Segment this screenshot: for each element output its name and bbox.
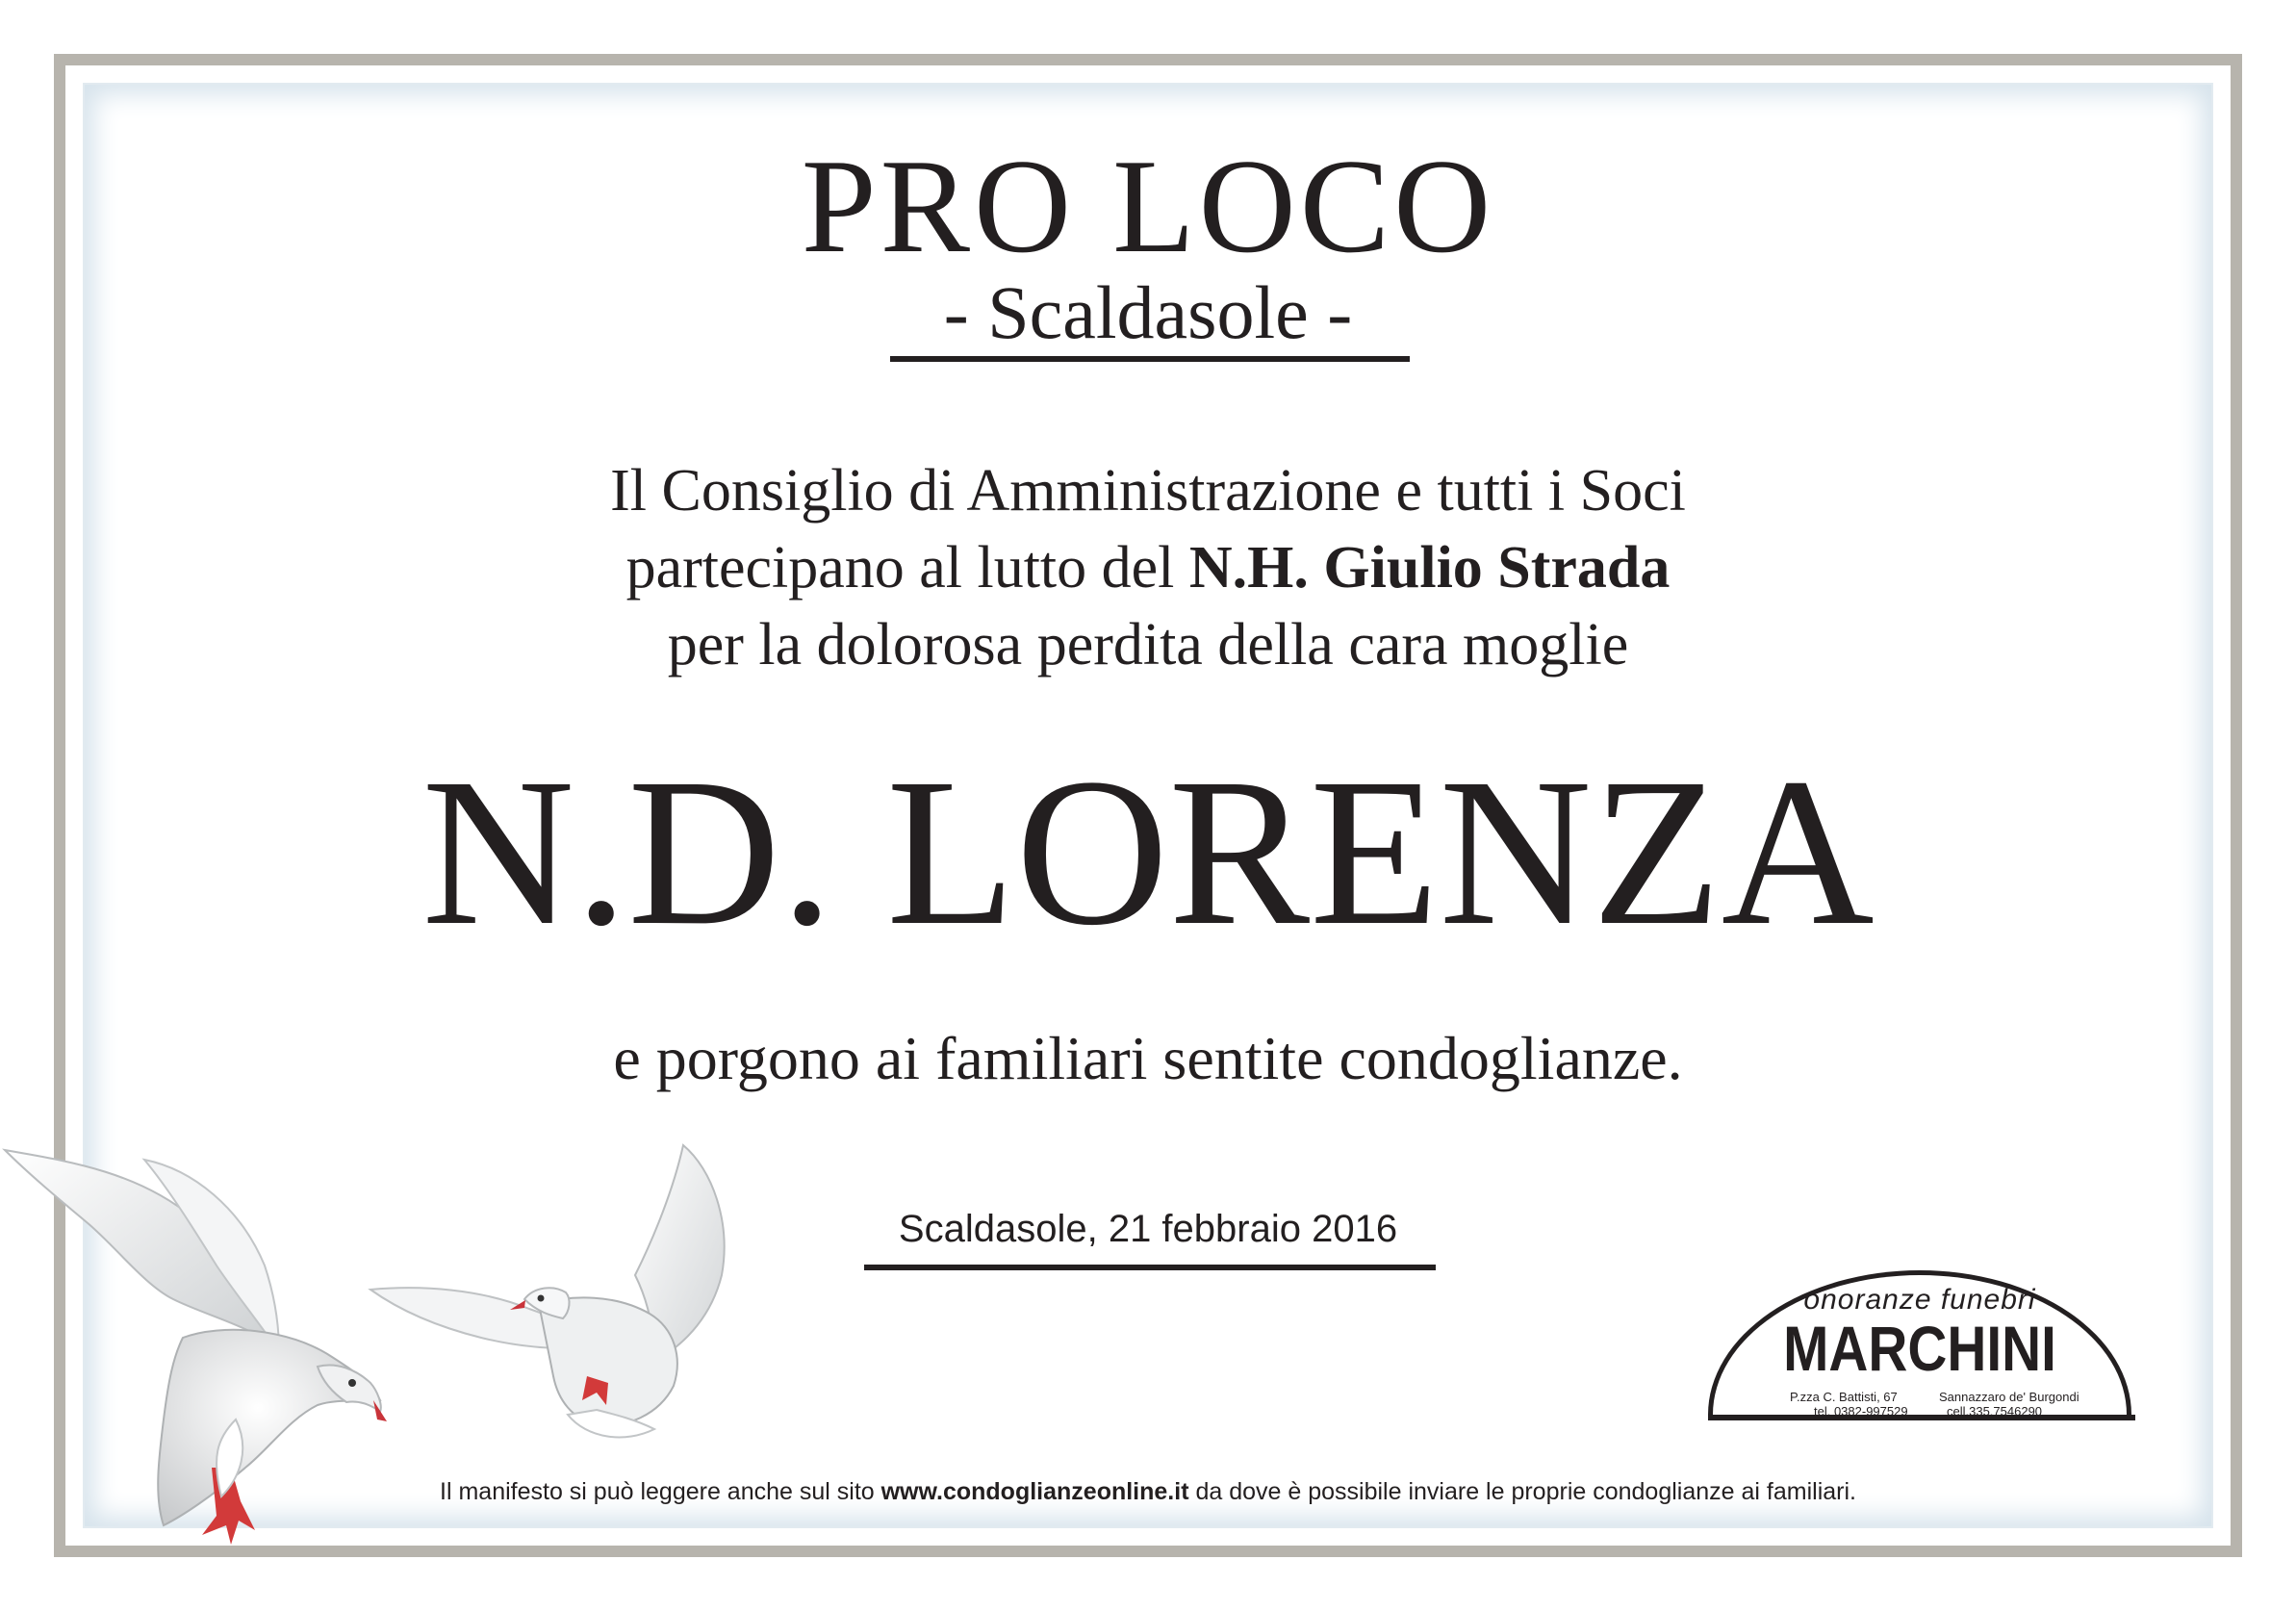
website-link[interactable]: www.condoglianzeonline.it — [880, 1478, 1189, 1505]
date-underline — [864, 1265, 1436, 1270]
announcement-text — [0, 452, 2296, 683]
funeral-home-logo — [1708, 1270, 2139, 1426]
logo-baseline — [1708, 1415, 2135, 1420]
footer-text-suffix: da dove è possibile inviare le proprie condoglianze ai familiari. — [1188, 1478, 1856, 1505]
place-and-date: Scaldasole, 21 febbraio 2016 — [898, 1208, 1398, 1250]
dove-icon — [366, 1131, 770, 1448]
condolence-line: e porgono ai familiari sentite condoglianze. — [613, 1024, 1683, 1092]
announcement-line-2 — [0, 529, 2296, 606]
footer-text-prefix: Il manifesto si può leggere anche sul sito — [440, 1478, 881, 1505]
husband-name: N.H. Giulio Strada — [1188, 535, 1671, 601]
organization-title: PRO LOCO — [801, 132, 1495, 281]
logo-name: MARCHINI — [1783, 1313, 2056, 1384]
dove-icon — [0, 1131, 414, 1583]
organization-subtitle: - Scaldasole - — [943, 270, 1353, 354]
announcement-line-3: per la dolorosa perdita della cara moglie — [667, 612, 1629, 678]
logo-town: Sannazzaro de' Burgondi — [1939, 1390, 2079, 1404]
logo-phone: tel. 0382-997529 — [1814, 1404, 1908, 1419]
logo-tagline: onoranze funebri — [1803, 1284, 2036, 1316]
footer-note — [0, 1475, 2296, 1508]
subtitle-underline — [890, 356, 1410, 362]
logo-address: P.zza C. Battisti, 67 — [1790, 1390, 1898, 1404]
deceased-name: N.D. LORENZA — [421, 734, 1875, 969]
announcement-line-2-text: partecipano al lutto del — [625, 535, 1189, 601]
logo-mobile: cell.335.7546290 — [1947, 1404, 2043, 1419]
announcement-line-1: Il Consiglio di Amministrazione e tutti i Soci — [610, 458, 1686, 524]
